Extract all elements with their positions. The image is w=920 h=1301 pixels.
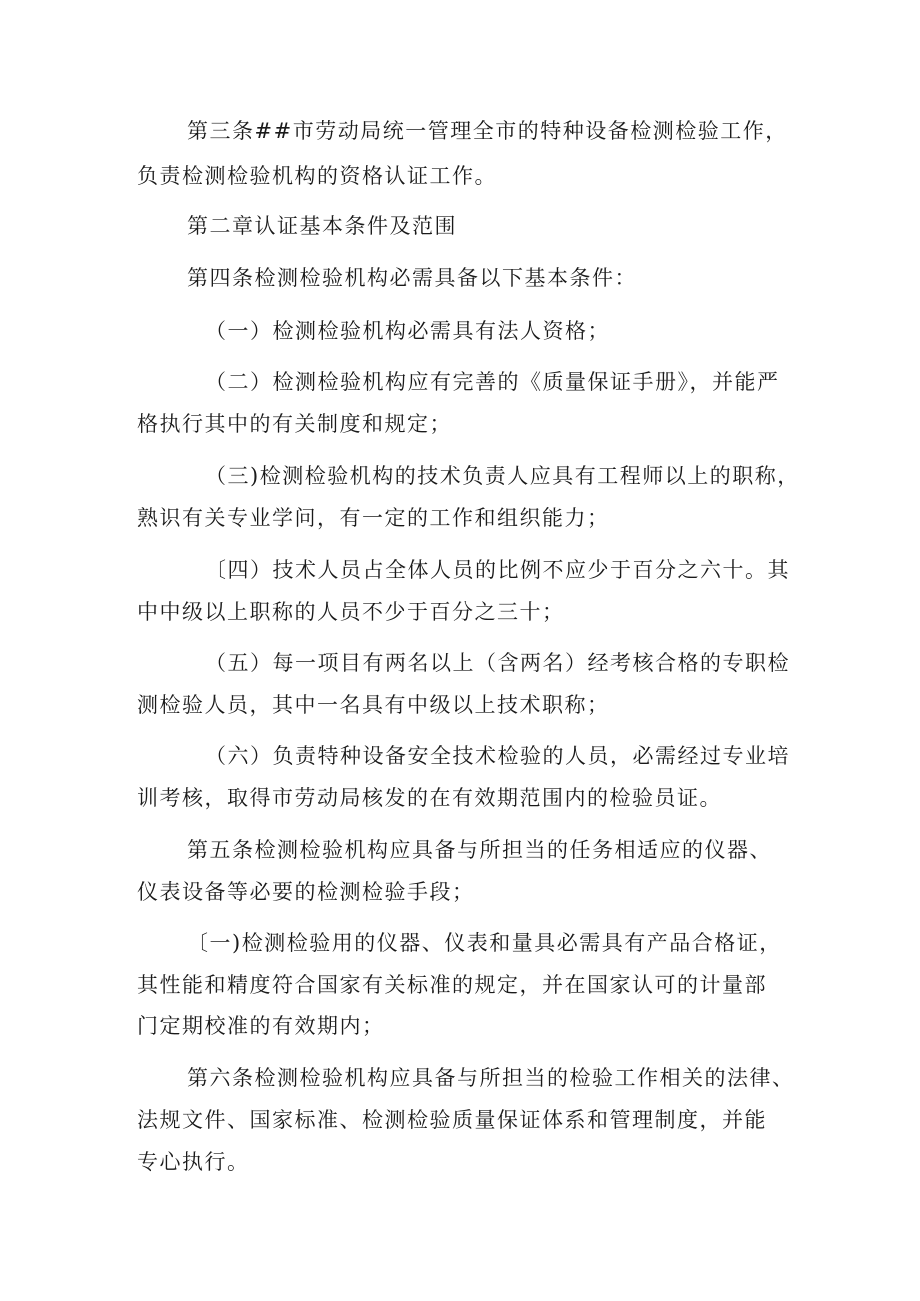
- text-line: 负责检测检验机构的资格认证工作。: [137, 164, 497, 188]
- text-line: 第四条检测检验机构必需具备以下基本条件：: [187, 266, 637, 290]
- text-line: （三)检测检验机构的技术负责人应具有工程师以上的职称，: [205, 464, 800, 488]
- text-line: 仪表设备等必要的检测检验手段；: [137, 880, 475, 904]
- text-line: 格执行其中的有关制度和规定；: [137, 412, 452, 436]
- text-line: （一）检测检验机构必需具有法人资格；: [205, 319, 610, 343]
- text-line: 门定期校准的有效期内；: [137, 1014, 385, 1038]
- text-line: 〔一)检测检验用的仪器、仪表和量具必需具有产品合格证，: [187, 931, 782, 955]
- text-line: 〔四）技术人员占全体人员的比例不应少于百分之六十。其: [205, 558, 790, 582]
- text-line: （六）负责特种设备安全技术检验的人员，必需经过专业培: [205, 744, 790, 768]
- text-line: 第五条检测检验机构应具备与所担当的任务相适应的仪器、: [187, 838, 772, 862]
- text-line: 专心执行。: [137, 1150, 250, 1174]
- text-line: 训考核，取得市劳动局核发的在有效期范围内的检验员证。: [137, 786, 722, 810]
- text-line: 测检验人员，其中一名具有中级以上技术职称；: [137, 693, 610, 717]
- text-line: 第三条##市劳动局统一管理全市的特种设备检测检验工作，: [187, 119, 788, 143]
- text-line: 第六条检测检验机构应具备与所担当的检验工作相关的法律、: [187, 1066, 795, 1090]
- text-line: （五）每一项目有两名以上（含两名）经考核合格的专职检: [205, 651, 790, 675]
- text-line: 其性能和精度符合国家有关标准的规定，并在国家认可的计量部: [137, 973, 767, 997]
- text-line: （二）检测检验机构应有完善的《质量保证手册》，并能严: [205, 370, 780, 394]
- text-line: 法规文件、国家标准、检测检验质量保证体系和管理制度，并能: [137, 1108, 767, 1132]
- text-line: 中中级以上职称的人员不少于百分之三十；: [137, 600, 565, 624]
- text-line: 第二章认证基本条件及范围: [187, 214, 457, 238]
- text-line: 熟识有关专业学问，有一定的工作和组织能力；: [137, 506, 610, 530]
